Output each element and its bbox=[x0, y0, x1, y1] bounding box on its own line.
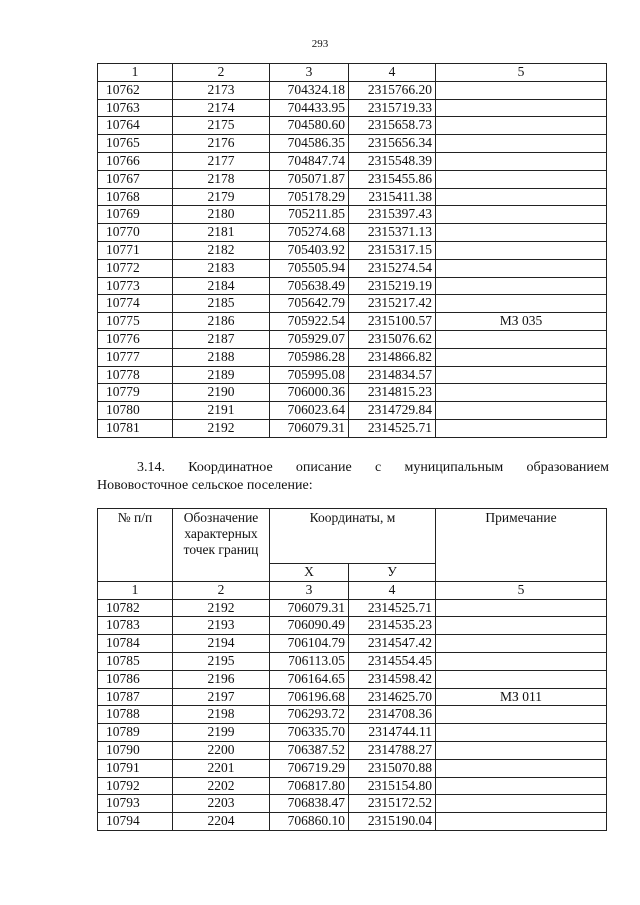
point-number-cell: 10767 bbox=[98, 170, 173, 188]
table-row bbox=[98, 670, 607, 688]
point-number-cell: 10793 bbox=[98, 795, 173, 813]
coordinate-x-cell: 705638.49 bbox=[270, 277, 349, 295]
point-designation-cell: 2179 bbox=[173, 188, 270, 206]
coordinate-x-cell: 706164.65 bbox=[270, 670, 349, 688]
note-cell bbox=[436, 206, 607, 224]
coordinate-x-cell: 705274.68 bbox=[270, 224, 349, 242]
coordinate-x-cell: 705211.85 bbox=[270, 206, 349, 224]
coordinate-x-cell: 704847.74 bbox=[270, 152, 349, 170]
point-number-cell: 10768 bbox=[98, 188, 173, 206]
coordinate-y-cell: 2315719.33 bbox=[349, 99, 436, 117]
table-row bbox=[98, 259, 607, 277]
coordinate-y-cell: 2315172.52 bbox=[349, 795, 436, 813]
coordinate-y-cell: 2315274.54 bbox=[349, 259, 436, 277]
point-designation-cell: 2193 bbox=[173, 617, 270, 635]
point-designation-cell: 2178 bbox=[173, 170, 270, 188]
note-cell bbox=[436, 617, 607, 635]
point-designation-cell: 2185 bbox=[173, 295, 270, 313]
point-designation-cell: 2188 bbox=[173, 348, 270, 366]
note-cell bbox=[436, 241, 607, 259]
coordinate-x-cell: 704324.18 bbox=[270, 81, 349, 99]
table-row bbox=[98, 152, 607, 170]
point-number-cell: 10788 bbox=[98, 706, 173, 724]
coordinate-x-cell: 705403.92 bbox=[270, 241, 349, 259]
point-designation-cell: 2194 bbox=[173, 635, 270, 653]
point-number-cell: 10772 bbox=[98, 259, 173, 277]
coordinate-y-cell: 2314525.71 bbox=[349, 419, 436, 437]
point-number-cell: 10779 bbox=[98, 384, 173, 402]
coordinate-x-cell: 706860.10 bbox=[270, 813, 349, 831]
table-row bbox=[98, 170, 607, 188]
coordinate-x-cell: 706817.80 bbox=[270, 777, 349, 795]
table-row bbox=[98, 188, 607, 206]
note-cell: МЗ 011 bbox=[436, 688, 607, 706]
point-number-cell: 10769 bbox=[98, 206, 173, 224]
point-number-cell: 10783 bbox=[98, 617, 173, 635]
table-row bbox=[98, 688, 607, 706]
note-cell bbox=[436, 402, 607, 420]
point-designation-cell: 2197 bbox=[173, 688, 270, 706]
table-row bbox=[98, 81, 607, 99]
coordinate-y-cell: 2314535.23 bbox=[349, 617, 436, 635]
note-cell bbox=[436, 419, 607, 437]
coordinate-y-cell: 2314815.23 bbox=[349, 384, 436, 402]
coordinate-y-cell: 2314708.36 bbox=[349, 706, 436, 724]
point-number-cell: 10782 bbox=[98, 599, 173, 617]
coordinate-y-cell: 2315070.88 bbox=[349, 759, 436, 777]
table-row bbox=[98, 652, 607, 670]
coordinate-x-cell: 706104.79 bbox=[270, 635, 349, 653]
point-number-cell: 10766 bbox=[98, 152, 173, 170]
column-number-3: 3 bbox=[270, 64, 349, 82]
column-number-4: 4 bbox=[349, 581, 436, 599]
note-cell bbox=[436, 652, 607, 670]
note-cell bbox=[436, 99, 607, 117]
note-cell bbox=[436, 384, 607, 402]
table-row bbox=[98, 384, 607, 402]
coordinate-x-cell: 706293.72 bbox=[270, 706, 349, 724]
section-heading bbox=[97, 459, 609, 495]
coordinate-x-cell: 706090.49 bbox=[270, 617, 349, 635]
point-designation-cell: 2204 bbox=[173, 813, 270, 831]
coordinate-y-cell: 2315154.80 bbox=[349, 777, 436, 795]
point-designation-cell: 2200 bbox=[173, 741, 270, 759]
coordinate-y-cell: 2315076.62 bbox=[349, 330, 436, 348]
header-y: У bbox=[349, 564, 436, 582]
note-cell bbox=[436, 366, 607, 384]
note-cell bbox=[436, 259, 607, 277]
point-number-cell: 10778 bbox=[98, 366, 173, 384]
point-designation-cell: 2177 bbox=[173, 152, 270, 170]
table-row bbox=[98, 741, 607, 759]
note-cell bbox=[436, 724, 607, 742]
column-number-2: 2 bbox=[173, 581, 270, 599]
page-number: 293 bbox=[311, 38, 329, 50]
table-row bbox=[98, 366, 607, 384]
note-cell bbox=[436, 152, 607, 170]
table-row bbox=[98, 295, 607, 313]
coordinate-x-cell: 706023.64 bbox=[270, 402, 349, 420]
table-row bbox=[98, 706, 607, 724]
coordinate-x-cell: 706079.31 bbox=[270, 419, 349, 437]
table-row bbox=[98, 635, 607, 653]
point-number-cell: 10794 bbox=[98, 813, 173, 831]
table-row bbox=[98, 813, 607, 831]
coordinate-y-cell: 2315397.43 bbox=[349, 206, 436, 224]
point-designation-cell: 2203 bbox=[173, 795, 270, 813]
coordinate-y-cell: 2314554.45 bbox=[349, 652, 436, 670]
table-row bbox=[98, 277, 607, 295]
point-designation-cell: 2190 bbox=[173, 384, 270, 402]
point-designation-cell: 2184 bbox=[173, 277, 270, 295]
point-number-cell: 10791 bbox=[98, 759, 173, 777]
point-designation-cell: 2189 bbox=[173, 366, 270, 384]
point-number-cell: 10765 bbox=[98, 135, 173, 153]
note-cell bbox=[436, 813, 607, 831]
coordinate-x-cell: 705642.79 bbox=[270, 295, 349, 313]
coordinate-y-cell: 2314625.70 bbox=[349, 688, 436, 706]
note-cell bbox=[436, 777, 607, 795]
coordinate-y-cell: 2315219.19 bbox=[349, 277, 436, 295]
table-row bbox=[98, 313, 607, 331]
point-designation-cell: 2174 bbox=[173, 99, 270, 117]
coordinate-y-cell: 2314788.27 bbox=[349, 741, 436, 759]
coordinate-x-cell: 705929.07 bbox=[270, 330, 349, 348]
column-number-row bbox=[98, 581, 607, 599]
point-designation-cell: 2195 bbox=[173, 652, 270, 670]
note-cell bbox=[436, 635, 607, 653]
coordinate-x-cell: 705505.94 bbox=[270, 259, 349, 277]
column-number-2: 2 bbox=[173, 64, 270, 82]
point-designation-cell: 2182 bbox=[173, 241, 270, 259]
coordinate-y-cell: 2315317.15 bbox=[349, 241, 436, 259]
coordinate-y-cell: 2314525.71 bbox=[349, 599, 436, 617]
coordinates-table-2-body bbox=[98, 509, 607, 831]
coordinate-x-cell: 706196.68 bbox=[270, 688, 349, 706]
coordinate-y-cell: 2315190.04 bbox=[349, 813, 436, 831]
coordinate-x-cell: 706387.52 bbox=[270, 741, 349, 759]
coordinate-y-cell: 2314547.42 bbox=[349, 635, 436, 653]
point-number-cell: 10774 bbox=[98, 295, 173, 313]
header-number: № п/п bbox=[98, 509, 173, 582]
point-designation-cell: 2175 bbox=[173, 117, 270, 135]
point-number-cell: 10773 bbox=[98, 277, 173, 295]
point-designation-cell: 2173 bbox=[173, 81, 270, 99]
table-row bbox=[98, 599, 607, 617]
note-cell bbox=[436, 188, 607, 206]
column-number-5: 5 bbox=[436, 581, 607, 599]
point-number-cell: 10763 bbox=[98, 99, 173, 117]
coordinate-y-cell: 2314729.84 bbox=[349, 402, 436, 420]
note-cell bbox=[436, 81, 607, 99]
point-number-cell: 10770 bbox=[98, 224, 173, 242]
coordinate-y-cell: 2315100.57 bbox=[349, 313, 436, 331]
note-cell bbox=[436, 117, 607, 135]
coordinate-x-cell: 705178.29 bbox=[270, 188, 349, 206]
point-number-cell: 10781 bbox=[98, 419, 173, 437]
point-designation-cell: 2187 bbox=[173, 330, 270, 348]
table-row bbox=[98, 777, 607, 795]
table-row bbox=[98, 224, 607, 242]
note-cell bbox=[436, 277, 607, 295]
coordinates-table-1 bbox=[97, 63, 607, 438]
note-cell bbox=[436, 170, 607, 188]
point-designation-cell: 2202 bbox=[173, 777, 270, 795]
point-number-cell: 10785 bbox=[98, 652, 173, 670]
table-row bbox=[98, 330, 607, 348]
note-cell bbox=[436, 135, 607, 153]
coordinates-table-1-body bbox=[98, 64, 607, 438]
point-number-cell: 10789 bbox=[98, 724, 173, 742]
table-row bbox=[98, 617, 607, 635]
point-designation-cell: 2198 bbox=[173, 706, 270, 724]
note-cell bbox=[436, 795, 607, 813]
note-cell bbox=[436, 670, 607, 688]
column-number-4: 4 bbox=[349, 64, 436, 82]
note-cell bbox=[436, 348, 607, 366]
coordinate-y-cell: 2315371.13 bbox=[349, 224, 436, 242]
coordinate-y-cell: 2314598.42 bbox=[349, 670, 436, 688]
point-number-cell: 10787 bbox=[98, 688, 173, 706]
table-row bbox=[98, 135, 607, 153]
point-number-cell: 10762 bbox=[98, 81, 173, 99]
point-number-cell: 10784 bbox=[98, 635, 173, 653]
coordinate-y-cell: 2314834.57 bbox=[349, 366, 436, 384]
point-designation-cell: 2196 bbox=[173, 670, 270, 688]
coordinate-x-cell: 705995.08 bbox=[270, 366, 349, 384]
coordinate-y-cell: 2315656.34 bbox=[349, 135, 436, 153]
coordinate-x-cell: 706079.31 bbox=[270, 599, 349, 617]
column-number-row bbox=[98, 64, 607, 82]
point-designation-cell: 2191 bbox=[173, 402, 270, 420]
note-cell bbox=[436, 759, 607, 777]
coordinate-x-cell: 704433.95 bbox=[270, 99, 349, 117]
table-row bbox=[98, 402, 607, 420]
point-designation-cell: 2199 bbox=[173, 724, 270, 742]
header-note: Примечание bbox=[436, 509, 607, 582]
point-number-cell: 10776 bbox=[98, 330, 173, 348]
column-number-3: 3 bbox=[270, 581, 349, 599]
coordinate-x-cell: 704586.35 bbox=[270, 135, 349, 153]
coordinate-x-cell: 705922.54 bbox=[270, 313, 349, 331]
coordinate-y-cell: 2315455.86 bbox=[349, 170, 436, 188]
coordinate-x-cell: 706335.70 bbox=[270, 724, 349, 742]
point-designation-cell: 2176 bbox=[173, 135, 270, 153]
note-cell bbox=[436, 741, 607, 759]
coordinate-y-cell: 2315766.20 bbox=[349, 81, 436, 99]
note-cell bbox=[436, 295, 607, 313]
point-designation-cell: 2192 bbox=[173, 419, 270, 437]
header-x: Х bbox=[270, 564, 349, 582]
section-heading-line-2: Нововосточное сельское поселение: bbox=[97, 478, 313, 493]
header-coordinates: Координаты, м bbox=[270, 509, 436, 564]
table-row bbox=[98, 99, 607, 117]
coordinate-y-cell: 2314744.11 bbox=[349, 724, 436, 742]
table-header-row bbox=[98, 509, 607, 564]
note-cell: МЗ 035 bbox=[436, 313, 607, 331]
section-heading-line-1: 3.14. Координатное описание с муниципальным образованием bbox=[137, 460, 609, 475]
coordinate-x-cell: 705071.87 bbox=[270, 170, 349, 188]
note-cell bbox=[436, 599, 607, 617]
table-row bbox=[98, 348, 607, 366]
coordinate-y-cell: 2315217.42 bbox=[349, 295, 436, 313]
point-designation-cell: 2180 bbox=[173, 206, 270, 224]
table-row bbox=[98, 206, 607, 224]
coordinate-x-cell: 706719.29 bbox=[270, 759, 349, 777]
table-row bbox=[98, 419, 607, 437]
point-designation-cell: 2186 bbox=[173, 313, 270, 331]
point-number-cell: 10790 bbox=[98, 741, 173, 759]
column-number-1: 1 bbox=[98, 64, 173, 82]
point-number-cell: 10777 bbox=[98, 348, 173, 366]
coordinate-y-cell: 2315411.38 bbox=[349, 188, 436, 206]
table-row bbox=[98, 724, 607, 742]
coordinate-y-cell: 2315548.39 bbox=[349, 152, 436, 170]
table-row bbox=[98, 241, 607, 259]
point-number-cell: 10786 bbox=[98, 670, 173, 688]
point-number-cell: 10780 bbox=[98, 402, 173, 420]
note-cell bbox=[436, 706, 607, 724]
coordinate-x-cell: 704580.60 bbox=[270, 117, 349, 135]
coordinate-x-cell: 705986.28 bbox=[270, 348, 349, 366]
point-designation-cell: 2181 bbox=[173, 224, 270, 242]
note-cell bbox=[436, 330, 607, 348]
point-designation-cell: 2201 bbox=[173, 759, 270, 777]
header-point-designation: Обозначение характерных точек границ bbox=[173, 509, 270, 582]
coordinates-table-2 bbox=[97, 508, 607, 831]
table-row bbox=[98, 117, 607, 135]
coordinate-y-cell: 2315658.73 bbox=[349, 117, 436, 135]
point-designation-cell: 2183 bbox=[173, 259, 270, 277]
note-cell bbox=[436, 224, 607, 242]
coordinate-y-cell: 2314866.82 bbox=[349, 348, 436, 366]
column-number-1: 1 bbox=[98, 581, 173, 599]
coordinate-x-cell: 706113.05 bbox=[270, 652, 349, 670]
point-number-cell: 10792 bbox=[98, 777, 173, 795]
point-number-cell: 10771 bbox=[98, 241, 173, 259]
table-row bbox=[98, 795, 607, 813]
column-number-5: 5 bbox=[436, 64, 607, 82]
point-number-cell: 10775 bbox=[98, 313, 173, 331]
coordinate-x-cell: 706000.36 bbox=[270, 384, 349, 402]
coordinate-x-cell: 706838.47 bbox=[270, 795, 349, 813]
table-row bbox=[98, 759, 607, 777]
point-number-cell: 10764 bbox=[98, 117, 173, 135]
point-designation-cell: 2192 bbox=[173, 599, 270, 617]
